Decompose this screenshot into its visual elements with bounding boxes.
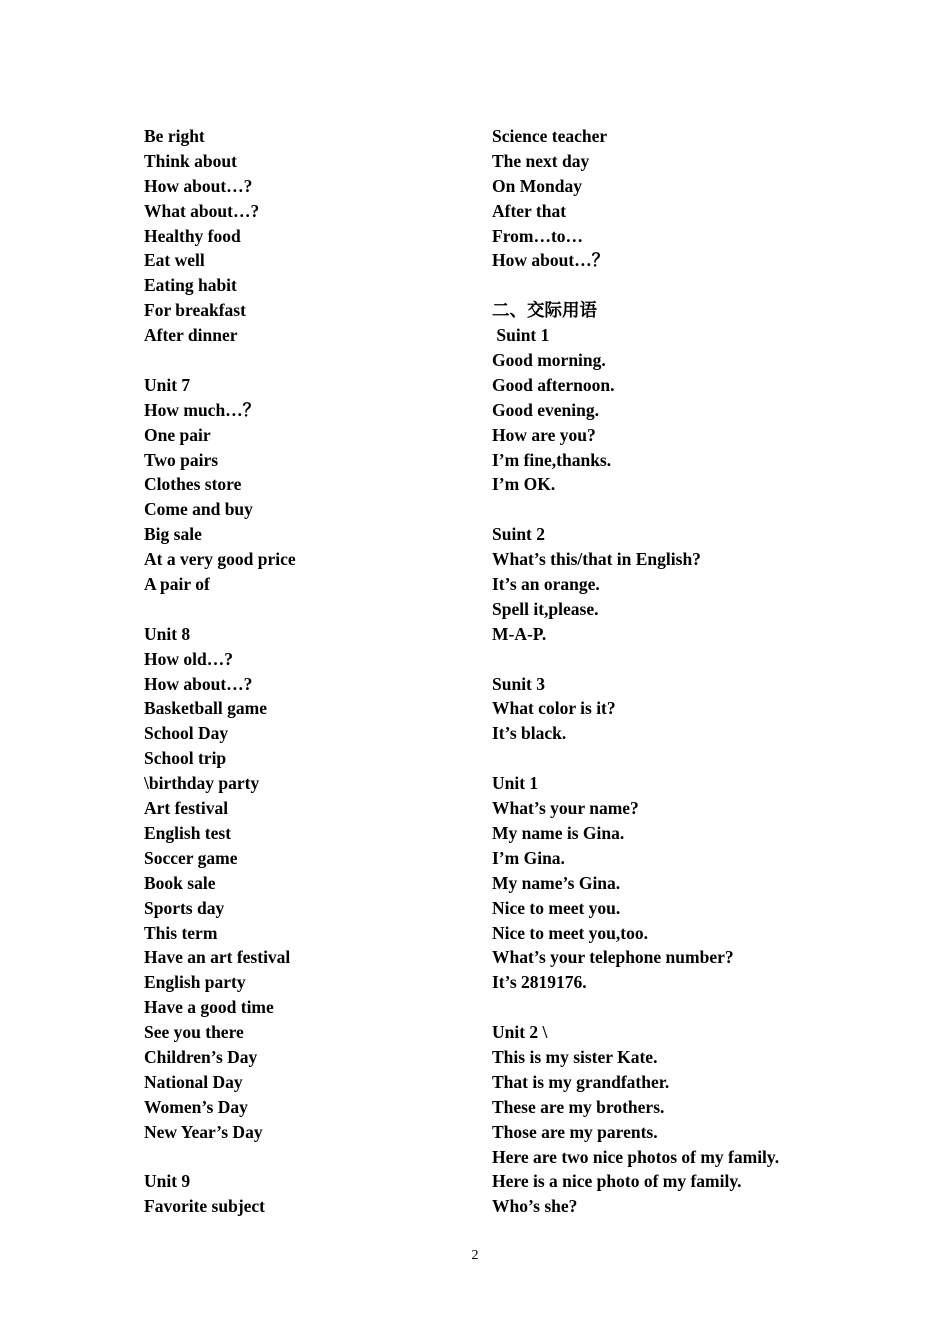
right-column-line: 二、交际用语 [492,300,597,321]
right-column-line [492,995,932,1020]
right-column-line: Unit 1 [492,773,539,794]
right-column-line: It’s 2819176. [492,972,587,993]
left-column-line: Have an art festival [144,947,291,968]
left-column-line: A pair of [144,574,210,595]
left-column-line: \birthday party [144,773,260,794]
right-column-line: M-A-P. [492,623,547,644]
right-column-line: Nice to meet you. [492,897,621,918]
left-column-line: Soccer game [144,847,238,868]
left-column-line: Book sale [144,872,216,893]
left-column-line [144,597,474,622]
page-number: 2 [471,1248,479,1263]
right-column-line: Good evening. [492,399,599,420]
left-column-line: Children’s Day [144,1046,258,1067]
left-column-line: Big sale [144,524,202,545]
left-column-line: What about…? [144,200,260,221]
right-column-line: It’s an orange. [492,574,600,595]
left-column-line: Think about [144,150,237,171]
right-column-line [492,273,932,298]
right-column [492,124,932,1219]
left-column-line: New Year’s Day [144,1121,263,1142]
right-column-line: What’s your telephone number? [492,947,734,968]
right-column-line: The next day [492,150,590,171]
left-column-line: School trip [144,748,227,769]
left-column-line: Basketball game [144,698,267,719]
left-column-line [144,1145,474,1170]
left-column-line: Unit 9 [144,1171,191,1192]
right-column-line: Sunit 3 [492,673,546,694]
right-column-line: After that [492,200,567,221]
right-column-line: That is my grandfather. [492,1071,670,1092]
right-column-line: Suint 2 [492,524,546,545]
right-column-line [492,497,932,522]
left-column-line: Favorite subject [144,1196,266,1217]
right-column-line: I’m Gina. [492,847,565,868]
right-column-line: Here is a nice photo of my family. [492,1171,742,1192]
right-column-line: My name’s Gina. [492,872,621,893]
left-column-line: Sports day [144,897,225,918]
left-column-line: At a very good price [144,549,296,570]
right-column-line: Those are my parents. [492,1121,658,1142]
right-column-line: What’s your name? [492,798,639,819]
right-column-line: It’s black. [492,723,567,744]
right-column-line: Who’s she? [492,1196,578,1217]
left-column-line: How much…？ [144,399,261,420]
left-column-line: This term [144,922,218,943]
left-column-line: Women’s Day [144,1096,248,1117]
left-column-line: Two pairs [144,449,219,470]
left-column-line: Eat well [144,250,205,271]
right-column-line: These are my brothers. [492,1096,665,1117]
right-column-line: How about…？ [492,250,610,271]
left-column-line: Be right [144,126,205,146]
right-column-line: How are you? [492,424,596,445]
left-column-line: Have a good time [144,997,274,1018]
right-column-line [492,647,932,672]
left-column-line: How about…? [144,175,253,196]
right-column-line [492,746,932,771]
left-column-line: Healthy food [144,225,241,246]
left-column-line: National Day [144,1071,243,1092]
left-column-line: English test [144,822,232,843]
left-column-line: Come and buy [144,499,253,520]
right-column-line: I’m OK. [492,474,556,495]
right-column-line: Nice to meet you,too. [492,922,648,943]
right-column-line: My name is Gina. [492,822,625,843]
left-column-line: For breakfast [144,300,246,321]
left-column-line: How about…? [144,673,253,694]
right-column-line: Good morning. [492,350,606,371]
left-column-line: School Day [144,723,229,744]
right-column-line: What color is it? [492,698,616,719]
left-column-line: After dinner [144,325,238,346]
right-column-line: I’m fine,thanks. [492,449,612,470]
left-column-line: Unit 8 [144,623,191,644]
right-column-line: What’s this/that in English? [492,549,701,570]
left-column-line: See you there [144,1022,244,1043]
left-column-line: Art festival [144,798,229,819]
right-column-line: Suint 1 [492,325,550,346]
left-column-line: Clothes store [144,474,242,495]
right-column-line: Unit 2 \ [492,1022,548,1043]
left-column-line: English party [144,972,246,993]
right-column-line: Good afternoon. [492,374,615,395]
right-column-line: Spell it,please. [492,598,599,619]
left-column-line: One pair [144,424,211,445]
left-column-line [144,348,474,373]
left-column [144,124,474,1219]
right-column-line: Here are two nice photos of my family. [492,1146,780,1167]
right-column-line: From…to… [492,225,584,246]
left-column-line: How old…? [144,648,233,669]
right-column-line: Science teacher [492,126,608,146]
right-column-line: This is my sister Kate. [492,1046,658,1067]
right-column-line: On Monday [492,175,582,196]
left-column-line: Eating habit [144,275,237,296]
left-column-line: Unit 7 [144,374,191,395]
